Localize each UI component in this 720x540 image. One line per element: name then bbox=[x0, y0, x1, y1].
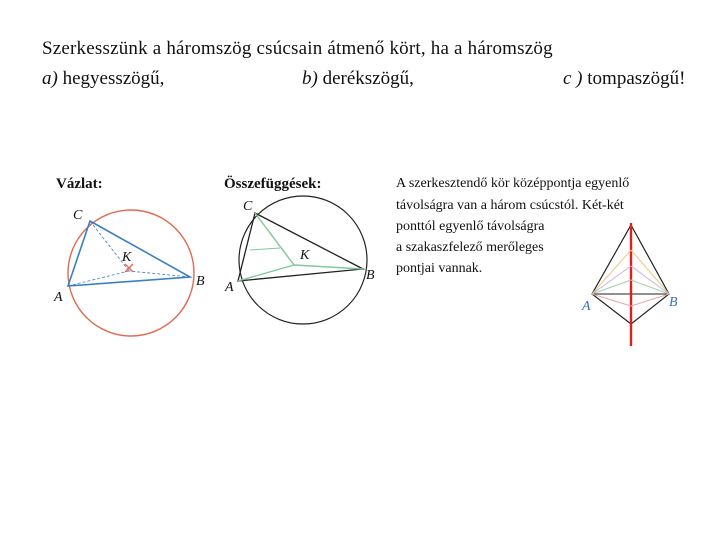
option-letter: b) bbox=[302, 68, 318, 89]
point-label-b: B bbox=[366, 268, 375, 283]
relations-triangle bbox=[238, 213, 363, 281]
relations-heading: Összefüggések: bbox=[224, 176, 322, 192]
equal-distance-line bbox=[631, 266, 669, 294]
option-obtuse bbox=[563, 68, 685, 90]
point-label-k: K bbox=[122, 250, 132, 265]
explanation-line: a szakaszfelező merőleges bbox=[396, 240, 544, 255]
point-label-a: A bbox=[225, 280, 234, 295]
option-acute bbox=[42, 68, 164, 90]
option-text: derékszögű, bbox=[322, 68, 414, 89]
relation-line bbox=[250, 248, 280, 250]
point-label-k: K bbox=[300, 248, 310, 263]
option-text: hegyesszögű, bbox=[62, 68, 165, 89]
point-label-b: B bbox=[196, 274, 205, 289]
option-right bbox=[302, 68, 414, 90]
sketch-heading: Vázlat: bbox=[56, 176, 103, 192]
bisector-figure bbox=[578, 220, 690, 352]
equal-distance-line bbox=[631, 294, 669, 306]
point-label-b: B bbox=[669, 295, 678, 310]
equal-distance-line bbox=[592, 294, 631, 306]
explanation-line: pontjai vannak. bbox=[396, 261, 483, 276]
relation-line bbox=[294, 265, 363, 269]
option-letter: a) bbox=[42, 68, 58, 89]
relations-figure bbox=[220, 190, 390, 330]
task-title: Szerkesszünk a háromszög csúcsain átmenő kört, ha a háromszög bbox=[42, 38, 553, 59]
relation-line bbox=[268, 230, 294, 265]
explanation-line: A szerkesztendő kör középpontja egyenlő bbox=[396, 176, 630, 191]
option-text: tompaszögű! bbox=[587, 68, 686, 89]
equal-distance-line bbox=[592, 266, 631, 294]
option-letter: c ) bbox=[563, 68, 583, 89]
point-label-a: A bbox=[54, 290, 63, 305]
point-label-c: C bbox=[243, 199, 253, 214]
point-label-a: A bbox=[582, 299, 591, 314]
sketch-figure bbox=[50, 190, 220, 340]
explanation-line: ponttól egyenlő távolságra bbox=[396, 219, 545, 234]
point-label-c: C bbox=[73, 208, 83, 223]
center-mark bbox=[125, 264, 133, 272]
explanation-line: távolságra van a három csúcstól. Két-két bbox=[396, 198, 624, 213]
